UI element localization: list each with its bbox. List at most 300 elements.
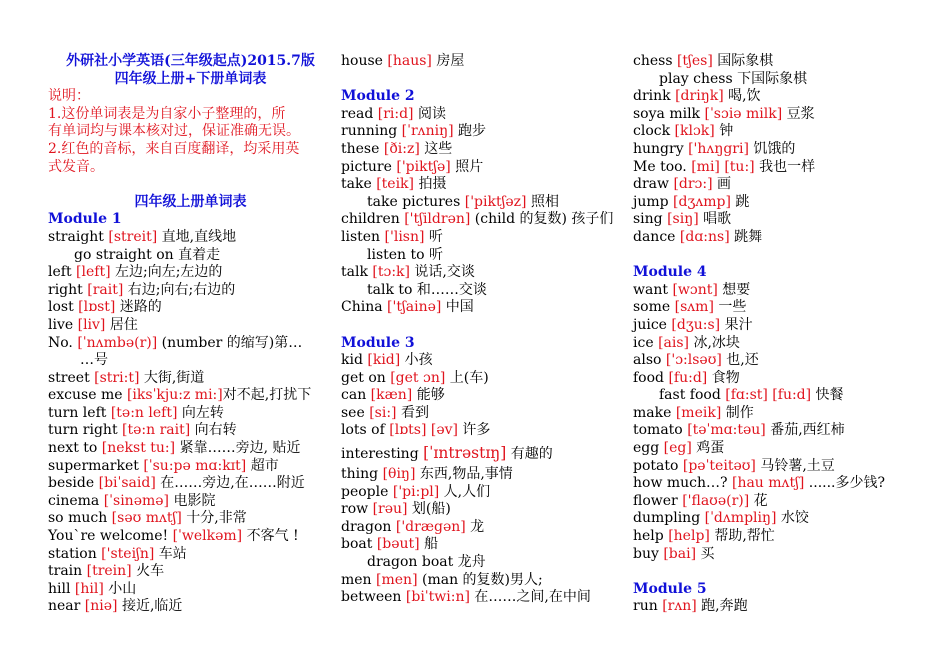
vocab-entry — [341, 229, 626, 247]
definition: 许多 — [457, 422, 491, 439]
phonetic: [left] — [76, 264, 111, 281]
vocab-entry — [48, 598, 333, 616]
vocab-entry — [633, 440, 933, 458]
vocab-entry — [633, 335, 933, 353]
word: clock — [633, 123, 675, 140]
word: children — [341, 211, 405, 228]
vocab-entry — [48, 422, 333, 440]
spacer — [48, 176, 333, 194]
word: kid — [341, 352, 368, 369]
definition: 制作 — [721, 404, 754, 421]
phonetic: [ri:d] — [377, 105, 414, 122]
word: No. — [48, 334, 78, 351]
vocab-entry — [341, 501, 626, 519]
vocab-entry — [341, 589, 626, 607]
word: street — [48, 369, 95, 386]
phrase-text: fast food — [659, 387, 726, 404]
phonetic: ['steiʃn] — [101, 545, 155, 562]
definition: 向右转 — [190, 422, 237, 439]
definition: 接近,临近 — [117, 598, 183, 615]
word: buy — [633, 545, 664, 562]
definition: 也,还 — [721, 352, 759, 369]
word: hill — [48, 580, 75, 597]
definition: 跳 — [730, 193, 750, 210]
phrase-line — [341, 247, 626, 265]
column-2-entries — [341, 53, 626, 607]
phonetic: [liv] — [77, 316, 106, 333]
phonetic: ['tʃildrən] — [404, 211, 471, 228]
definition: 听 — [424, 228, 443, 245]
phonetic: [bai] — [663, 545, 697, 562]
word: ice — [633, 334, 659, 351]
word: make — [633, 404, 676, 421]
phonetic: [wɔnt] — [672, 281, 718, 298]
phrase-text: go straight on 直着走 — [74, 246, 221, 263]
vocab-entry — [633, 123, 933, 141]
definition: 不客气 ! — [242, 528, 299, 545]
vocab-entry — [341, 123, 626, 141]
phonetic: ['tʃainə] — [387, 299, 442, 316]
phonetic: [bəut] — [376, 536, 420, 553]
phrase-line — [341, 194, 626, 212]
phonetic: ['lisn] — [384, 228, 425, 245]
phrase-text: dragon boat 龙舟 — [367, 554, 486, 571]
vocab-entry — [633, 493, 933, 511]
phonetic: [teik] — [376, 176, 414, 193]
word: straight — [48, 228, 109, 245]
vocab-entry — [48, 387, 333, 405]
phonetic: [si:] — [369, 404, 397, 421]
vocab-entry — [633, 317, 933, 335]
definition: 居住 — [105, 316, 138, 333]
phonetic: [dɑ:ns] — [679, 228, 730, 245]
definition: 钟 — [714, 123, 734, 140]
phonetic: [ais] — [658, 334, 689, 351]
definition: 豆浆 — [782, 105, 815, 122]
word: house — [341, 53, 388, 69]
note-line: 有单词均与课本核对过，保证准确无误。 — [48, 123, 300, 140]
definition: 超市 — [246, 457, 279, 474]
definition: 电影院 — [169, 492, 216, 509]
vocab-entry — [633, 528, 933, 546]
vocab-entry — [341, 106, 626, 124]
phonetic: [biˈsaid] — [98, 475, 156, 492]
module-heading: Module 5 — [633, 580, 707, 597]
word: egg — [633, 440, 664, 457]
word: help — [633, 528, 669, 545]
phrase-text: play chess 下国际象棋 — [659, 70, 808, 87]
definition: 在……旁边,在……附近 — [155, 475, 305, 492]
phonetic: [men] — [376, 571, 418, 588]
word: potato — [633, 457, 683, 474]
vocab-entry — [633, 194, 933, 212]
word: cinema — [48, 492, 104, 509]
word: lots of — [341, 422, 390, 439]
word: lost — [48, 299, 79, 316]
definition: 大街,街道 — [139, 369, 205, 386]
word: dragon — [341, 518, 396, 535]
word: right — [48, 281, 88, 298]
phonetic: [help] — [668, 528, 710, 545]
phonetic: [ˈrʌniŋ] — [401, 123, 454, 140]
vocab-entry — [341, 466, 626, 484]
word: interesting — [341, 446, 424, 463]
definition: 马铃薯,土豆 — [755, 457, 835, 474]
vocab-entry — [48, 264, 333, 282]
word: listen — [341, 228, 385, 245]
definition: 火车 — [131, 563, 165, 580]
definition: 国际象棋 — [712, 53, 774, 69]
vocab-entry — [633, 53, 933, 71]
vocab-entry — [633, 282, 933, 300]
vocab-entry — [633, 352, 933, 370]
vocab-entry — [341, 440, 626, 466]
definition: 船 — [419, 536, 439, 553]
definition: 十分,非常 — [181, 510, 247, 527]
phonetic: [tə:n left] — [110, 404, 178, 421]
vocab-entry — [633, 598, 933, 616]
definition: 划(船) — [407, 501, 451, 518]
word: drink — [633, 88, 676, 105]
phonetic: [klɔk] — [674, 123, 715, 140]
phonetic: [ˈwelkəm] — [172, 528, 243, 545]
word: men — [341, 571, 377, 588]
phonetic: ['ɔ:lsəʊ] — [665, 352, 722, 369]
word: excuse me — [48, 387, 127, 404]
phonetic: [tə:n rait] — [122, 422, 191, 439]
phonetic: [biˈtwi:n] — [405, 589, 470, 606]
word: Me too. — [633, 158, 692, 175]
phonetic: [ˈsɔiə milk] — [704, 105, 783, 122]
definition: 果汁 — [720, 316, 753, 333]
vocab-entry — [48, 475, 333, 493]
definition: 想要 — [717, 281, 751, 298]
phonetic: [tʃes] — [676, 53, 713, 69]
vocab-entry — [633, 176, 933, 194]
vocab-entry — [633, 229, 933, 247]
doc-subtitle: 四年级上册+下册单词表 — [114, 70, 267, 87]
vocab-entry — [633, 106, 933, 124]
definition: 东西,物品,事情 — [415, 466, 513, 483]
spacer — [341, 317, 626, 335]
note-line: 2.红色的音标，来自百度翻译，均采用英 — [48, 140, 300, 157]
word: live — [48, 316, 78, 333]
word: talk — [341, 264, 373, 281]
phonetic: [səʊ mʌtʃ] — [111, 510, 182, 527]
vocab-entry — [48, 229, 333, 247]
phonetic: [stri:t] — [94, 369, 140, 386]
vocab-entry — [633, 370, 933, 388]
definition: 番茄,西红柿 — [765, 422, 845, 439]
definition: 水饺 — [776, 510, 809, 527]
vocab-entry — [341, 53, 626, 71]
word: between — [341, 589, 406, 606]
vocab-entry — [48, 405, 333, 423]
phrase-line — [341, 282, 626, 300]
module-heading: Module 2 — [341, 88, 415, 105]
phonetic: [niə] — [84, 598, 118, 615]
phonetic: [iksˈkju:z mi:] — [126, 387, 223, 404]
phonetic: [siŋ] — [667, 211, 699, 228]
vocab-entry — [341, 519, 626, 537]
vocab-entry — [633, 88, 933, 106]
word: see — [341, 404, 370, 421]
phonetic: [trein] — [86, 563, 132, 580]
note-title: 说明： — [48, 88, 90, 105]
definition: 人,人们 — [439, 483, 491, 500]
definition: 拍摄 — [414, 176, 447, 193]
word: how much…? — [633, 475, 732, 492]
definition: 在……之间,在中间 — [469, 589, 591, 606]
definition: 一些 — [713, 299, 747, 316]
column-1 — [48, 53, 333, 616]
phonetic: [hil] — [74, 580, 104, 597]
vocab-entry — [341, 159, 626, 177]
vocab-entry — [633, 475, 933, 493]
definition: 我也一样 — [754, 158, 816, 175]
word: row — [341, 501, 373, 518]
word: also — [633, 352, 666, 369]
phonetic: [kid] — [367, 352, 401, 369]
phonetic: [rait] — [87, 281, 124, 298]
vocab-entry — [48, 335, 333, 353]
word: sing — [633, 211, 668, 228]
note-line: 式发音。 — [48, 158, 104, 175]
vocab-entry — [48, 282, 333, 300]
vocab-entry — [341, 422, 626, 440]
definition: 迷路的 — [115, 299, 162, 316]
module-heading: Module 3 — [341, 334, 415, 351]
word: draw — [633, 176, 674, 193]
phonetic: [ði:z] — [383, 140, 420, 157]
word: dance — [633, 228, 680, 245]
phonetic: [tɔ:k] — [372, 264, 410, 281]
phrase-line — [48, 247, 333, 265]
vocab-entry — [341, 141, 626, 159]
phonetic: [sʌm] — [674, 299, 714, 316]
phonetic: [pəˈteitəʊ] — [682, 457, 756, 474]
definition: 中国 — [441, 299, 474, 316]
definition: 快餐 — [811, 387, 844, 404]
vocab-entry — [48, 440, 333, 458]
definition: 直地,直线地 — [157, 228, 237, 245]
spacer — [341, 71, 626, 89]
column-1-entries — [48, 211, 333, 616]
phonetic: [driŋk] — [675, 88, 724, 105]
phonetic: [fu:d] — [668, 369, 708, 386]
word: jump — [633, 193, 674, 210]
phrase-line — [633, 71, 933, 89]
word: left — [48, 264, 77, 281]
phonetic: [ˈdʌmpliŋ] — [704, 510, 777, 527]
definition: 能够 — [412, 387, 445, 404]
phrase-line — [341, 554, 626, 572]
phonetic: [dʒu:s] — [671, 316, 721, 333]
phonetic: [rʌn] — [662, 598, 697, 615]
definition: 跑步 — [453, 123, 486, 140]
definition: (number 的缩写)第… — [157, 334, 303, 351]
vocab-entry — [633, 458, 933, 476]
spacer — [633, 563, 933, 581]
phonetic: [dʒʌmp] — [673, 193, 731, 210]
vocab-entry — [341, 387, 626, 405]
vocab-entry — [341, 484, 626, 502]
definition: 鸡蛋 — [691, 440, 725, 457]
vocab-entry — [633, 510, 933, 528]
definition: 买 — [696, 545, 715, 562]
phonetic: [rəu] — [372, 501, 408, 518]
word: hungry — [633, 140, 689, 157]
phonetic: [get ɔn] — [390, 369, 446, 386]
definition: 龙 — [465, 518, 485, 535]
definition: 对不起,打扰下 — [222, 387, 312, 404]
vocab-entry — [48, 510, 333, 528]
word: boat — [341, 536, 377, 553]
phonetic: [nekst tu:] — [101, 440, 176, 457]
word: food — [633, 369, 669, 386]
vocab-entry — [633, 299, 933, 317]
phonetic: [ˈnʌmbə(r)] — [77, 334, 158, 351]
phonetic: ['flaʊə(r)] — [682, 492, 750, 509]
definition: (child 的复数) 孩子们 — [470, 211, 614, 228]
word: station — [48, 545, 102, 562]
definition: 喝,饮 — [723, 88, 761, 105]
word: thing — [341, 466, 383, 483]
definition: 帮助,帮忙 — [709, 528, 775, 545]
definition: 左边;向左;左边的 — [110, 264, 223, 281]
phonetic: [kæn] — [370, 387, 413, 404]
phonetic: [fɑ:st] [fu:d] — [725, 387, 812, 404]
vocab-entry — [48, 546, 333, 564]
vocab-entry — [633, 422, 933, 440]
phonetic: ['drægən] — [395, 518, 466, 535]
vocab-entry — [341, 299, 626, 317]
column-3-entries — [633, 53, 933, 616]
phonetic: [ˈsu:pə mɑ:kɪt] — [143, 457, 247, 474]
definition: (man 的复数)男人; — [417, 571, 543, 588]
vocab-entry — [341, 352, 626, 370]
vocab-entry — [341, 264, 626, 282]
definition: 唱歌 — [698, 211, 732, 228]
phonetic: ['hʌŋgri] — [688, 140, 749, 157]
definition: 房屋 — [431, 53, 465, 69]
module-heading: Module 1 — [48, 211, 122, 228]
note-line: 1.这份单词表是为自家小子整理的，所 — [48, 105, 286, 122]
phonetic: [hau mʌtʃ] — [731, 475, 805, 492]
word: near — [48, 598, 85, 615]
phrase-text: talk to 和……交谈 — [367, 281, 487, 298]
vocab-entry — [48, 581, 333, 599]
vocab-entry — [633, 405, 933, 423]
definition: ......多少钱? — [804, 475, 886, 492]
word: these — [341, 140, 384, 157]
word: next to — [48, 440, 102, 457]
phrase-text: take pictures — [367, 193, 465, 210]
vocab-entry — [341, 370, 626, 388]
word: turn right — [48, 422, 123, 439]
vocab-entry — [48, 299, 333, 317]
word: can — [341, 387, 371, 404]
phrase-text: listen to 听 — [367, 246, 444, 263]
word: soya milk — [633, 105, 705, 122]
vocab-entry — [633, 141, 933, 159]
word: so much — [48, 510, 112, 527]
vocab-entry — [633, 211, 933, 229]
phonetic: [ˈɪntrəstɪŋ] — [423, 444, 507, 463]
word: tomato — [633, 422, 688, 439]
definition: 这些 — [419, 140, 453, 157]
vocab-entry — [341, 536, 626, 554]
word: some — [633, 299, 675, 316]
word: dumpling — [633, 510, 705, 527]
definition: 小孩 — [400, 352, 433, 369]
phonetic: [drɔ:] — [673, 176, 713, 193]
definition: 跑,奔跑 — [696, 598, 748, 615]
vocab-entry — [48, 563, 333, 581]
word: running — [341, 123, 402, 140]
phonetic: [lɒts] [əv] — [389, 422, 458, 439]
word: train — [48, 563, 87, 580]
word: turn left — [48, 404, 111, 421]
phonetic: [meik] — [675, 404, 722, 421]
vocab-entry — [48, 317, 333, 335]
word: juice — [633, 316, 672, 333]
definition: 上(车) — [445, 369, 489, 386]
definition: 向左转 — [177, 404, 224, 421]
entry-continuation: …号 — [80, 352, 108, 369]
phonetic: [lɒst] — [78, 299, 116, 316]
definition: 说话,交谈 — [409, 264, 475, 281]
phonetic: [eg] — [663, 440, 692, 457]
vocab-entry — [341, 176, 626, 194]
phonetic: ['piktʃəz] — [464, 193, 527, 210]
section-title: 四年级上册单词表 — [134, 193, 247, 210]
phonetic: [θiŋ] — [382, 466, 416, 483]
definition: 紧靠……旁边, 贴近 — [175, 440, 301, 457]
doc-title: 外研社小学英语(三年级起点)2015.7版 — [66, 53, 315, 69]
definition: 花 — [749, 492, 768, 509]
vocab-entry — [633, 546, 933, 564]
phonetic: [streit] — [108, 228, 158, 245]
word: chess — [633, 53, 677, 69]
definition: 阅读 — [413, 105, 446, 122]
phonetic: [haus] — [387, 53, 432, 69]
phonetic: [təˈmɑ:təu] — [687, 422, 766, 439]
definition: 右边;向右;右边的 — [123, 281, 236, 298]
vocab-entry — [341, 405, 626, 423]
definition: 照相 — [526, 193, 559, 210]
vocab-entry — [48, 493, 333, 511]
word: flower — [633, 492, 683, 509]
word: You`re welcome! — [48, 528, 173, 545]
definition: 冰,冰块 — [689, 334, 740, 351]
word: China — [341, 299, 388, 316]
vocab-entry — [341, 572, 626, 590]
word: read — [341, 105, 378, 122]
column-3 — [633, 53, 933, 616]
definition: 画 — [712, 176, 732, 193]
definition: 车站 — [154, 545, 187, 562]
definition: 小山 — [103, 580, 137, 597]
vocab-entry — [341, 211, 626, 229]
word: run — [633, 598, 663, 615]
phrase-line — [633, 387, 933, 405]
word: want — [633, 281, 673, 298]
definition: 食物 — [707, 369, 740, 386]
phonetic: ['piktʃə] — [396, 158, 451, 175]
vocab-entry — [48, 528, 333, 546]
phonetic: [mi] [tu:] — [691, 158, 755, 175]
